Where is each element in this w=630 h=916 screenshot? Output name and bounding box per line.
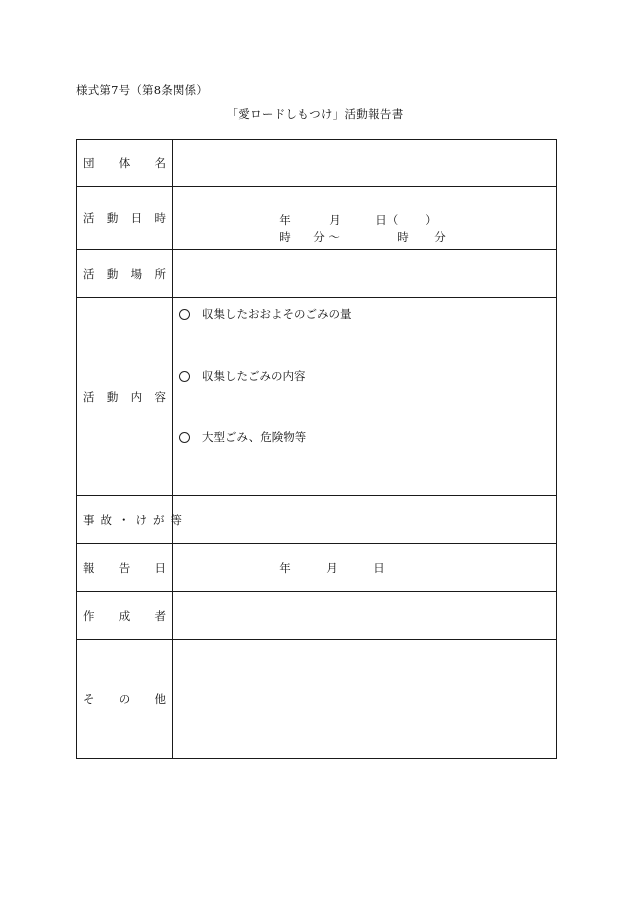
end-hour-label: 時 — [397, 230, 409, 244]
content-item-large-hazardous — [179, 429, 306, 445]
label-char: 動 — [106, 389, 119, 404]
day-label: 日 — [373, 560, 385, 575]
content-item-garbage-type — [179, 368, 306, 384]
label-char: ・ — [118, 512, 130, 527]
label-char: 作 — [83, 608, 95, 623]
label-char: け — [135, 512, 147, 527]
form-number: 様式第7号（第8条関係） — [76, 83, 209, 97]
label-char: 成 — [118, 608, 131, 623]
end-minute-label: 分 — [434, 230, 446, 244]
row-author — [77, 592, 557, 640]
content-item-garbage-amount — [179, 306, 352, 322]
row-activity-datetime — [77, 187, 557, 250]
content-item-label: 大型ごみ、危険物等 — [202, 430, 307, 444]
label-char: 場 — [130, 266, 143, 281]
row-accidents — [77, 496, 557, 544]
row-activity-place — [77, 250, 557, 298]
row-activity-content — [77, 298, 557, 496]
label-activity-datetime — [77, 187, 173, 250]
start-minute-label: 分 〜 — [313, 230, 340, 244]
label-report-date — [77, 544, 173, 592]
label-accidents — [77, 496, 182, 544]
label-char: 名 — [154, 156, 166, 170]
content-item-label: 収集したごみの内容 — [202, 369, 306, 383]
label-activity-place — [77, 250, 173, 298]
month-label: 月 — [329, 213, 341, 227]
label-char: 動 — [106, 211, 119, 225]
label-char: 所 — [154, 266, 166, 281]
label-other — [77, 640, 173, 759]
year-label: 年 — [279, 213, 291, 227]
other-field[interactable] — [173, 640, 557, 759]
label-group-name — [77, 140, 173, 187]
label-char: の — [118, 692, 131, 706]
day-label: 日（ — [375, 213, 399, 227]
label-activity-content — [77, 298, 173, 496]
year-label: 年 — [279, 560, 291, 575]
label-char: が — [153, 512, 165, 527]
accidents-field[interactable] — [170, 496, 557, 544]
document-title: 「愛ロードしもつけ」活動報告書 — [226, 107, 404, 121]
label-char: 動 — [106, 266, 119, 281]
label-char: 故 — [100, 512, 112, 527]
circle-bullet-icon — [179, 432, 190, 443]
label-char: 等 — [170, 512, 182, 527]
activity-datetime-field[interactable] — [173, 187, 557, 250]
report-date-line — [250, 546, 385, 590]
row-group-name — [77, 140, 557, 187]
group-name-field[interactable] — [173, 140, 557, 187]
row-other — [77, 640, 557, 759]
label-char: 日 — [130, 211, 143, 225]
label-char: 活 — [83, 211, 95, 225]
label-author — [77, 592, 173, 640]
label-char: 体 — [118, 156, 131, 170]
label-char: 日 — [154, 560, 166, 575]
label-char: そ — [83, 692, 95, 706]
start-hour-label: 時 — [279, 230, 291, 244]
month-label: 月 — [326, 560, 338, 575]
circle-bullet-icon — [179, 371, 190, 382]
circle-bullet-icon — [179, 309, 190, 320]
report-date-field[interactable] — [173, 544, 557, 592]
label-char: 他 — [154, 692, 166, 706]
label-char: 容 — [154, 389, 166, 404]
label-char: 告 — [118, 560, 131, 575]
report-form-table — [76, 139, 557, 759]
label-char: 者 — [154, 608, 166, 623]
activity-place-field[interactable] — [173, 250, 557, 298]
content-item-label: 収集したおおよそのごみの量 — [202, 307, 352, 321]
label-char: 団 — [83, 156, 95, 170]
weekday-close: ） — [425, 213, 437, 227]
label-char: 活 — [83, 266, 95, 281]
label-char: 事 — [83, 512, 95, 527]
row-report-date — [77, 544, 557, 592]
label-char: 時 — [154, 211, 166, 225]
label-char: 報 — [83, 560, 95, 575]
label-char: 内 — [130, 389, 143, 404]
label-char: 活 — [83, 389, 95, 404]
author-field[interactable] — [173, 592, 557, 640]
activity-content-field[interactable] — [173, 298, 557, 496]
